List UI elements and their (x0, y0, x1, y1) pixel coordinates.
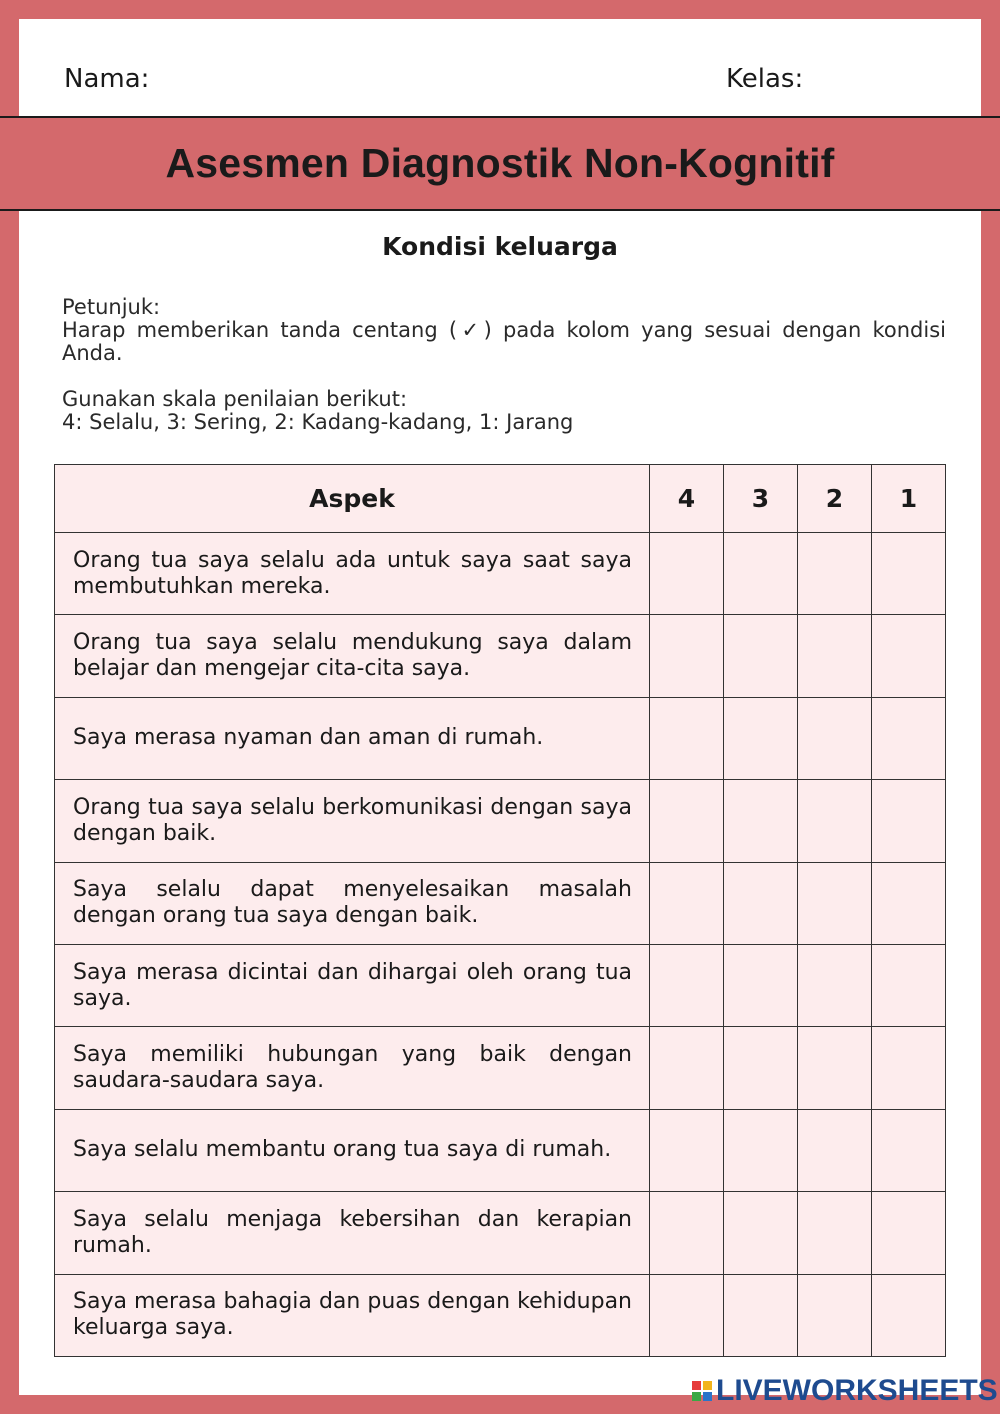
check-cell-4[interactable] (650, 862, 724, 944)
aspek-statement: Saya merasa dicintai dan dihargai oleh orang tua saya. (55, 944, 650, 1026)
check-cell-1[interactable] (872, 944, 946, 1026)
table-row (55, 1274, 946, 1356)
check-cell-3[interactable] (724, 533, 798, 615)
header-aspek: Aspek (55, 465, 650, 533)
table-header-row (55, 465, 946, 533)
logo-text: LIVEWORKSHEETS (716, 1374, 998, 1407)
table-row (55, 1027, 946, 1109)
check-cell-1[interactable] (872, 780, 946, 862)
check-cell-1[interactable] (872, 1274, 946, 1356)
check-cell-3[interactable] (724, 1192, 798, 1274)
aspek-statement: Orang tua saya selalu mendukung saya dalam belajar dan mengejar cita-cita saya. (55, 615, 650, 697)
check-cell-2[interactable] (798, 1274, 872, 1356)
check-cell-2[interactable] (798, 944, 872, 1026)
table-row (55, 862, 946, 944)
table-row (55, 1109, 946, 1191)
check-cell-1[interactable] (872, 697, 946, 779)
check-cell-4[interactable] (650, 697, 724, 779)
table-row (55, 533, 946, 615)
name-label: Nama: (64, 64, 150, 94)
aspek-statement: Saya selalu dapat menyelesaikan masalah dengan orang tua saya dengan baik. (55, 862, 650, 944)
instructions-heading: Petunjuk: (62, 295, 161, 319)
table-row (55, 944, 946, 1026)
check-cell-3[interactable] (724, 944, 798, 1026)
scale-intro: Gunakan skala penilaian berikut: (62, 387, 408, 411)
header-score-1: 1 (872, 465, 946, 533)
scale-values: 4: Selalu, 3: Sering, 2: Kadang-kadang, 1: Jarang (62, 410, 574, 434)
check-cell-3[interactable] (724, 1109, 798, 1191)
check-cell-1[interactable] (872, 533, 946, 615)
aspek-statement: Orang tua saya selalu berkomunikasi dengan saya dengan baik. (55, 780, 650, 862)
check-cell-1[interactable] (872, 615, 946, 697)
check-cell-3[interactable] (724, 1027, 798, 1109)
instructions-block (62, 296, 946, 434)
check-cell-2[interactable] (798, 1027, 872, 1109)
aspek-statement: Saya merasa bahagia dan puas dengan kehidupan keluarga saya. (55, 1274, 650, 1356)
check-cell-1[interactable] (872, 1109, 946, 1191)
check-cell-3[interactable] (724, 1274, 798, 1356)
check-cell-2[interactable] (798, 1109, 872, 1191)
check-cell-3[interactable] (724, 615, 798, 697)
check-cell-4[interactable] (650, 1027, 724, 1109)
liveworksheets-logo (692, 1374, 998, 1408)
aspek-statement: Saya selalu menjaga kebersihan dan kerapian rumah. (55, 1192, 650, 1274)
check-cell-4[interactable] (650, 1109, 724, 1191)
section-subtitle: Kondisi keluarga (382, 232, 618, 261)
table-row (55, 697, 946, 779)
logo-blocks-icon (692, 1381, 712, 1401)
check-cell-4[interactable] (650, 1192, 724, 1274)
check-cell-1[interactable] (872, 1192, 946, 1274)
rating-table (54, 464, 946, 1357)
aspek-statement: Orang tua saya selalu ada untuk saya saat saya membutuhkan mereka. (55, 533, 650, 615)
instructions-text: Harap memberikan tanda centang (✓) pada kolom yang sesuai dengan kondisi Anda. (62, 318, 946, 365)
class-label: Kelas: (726, 64, 804, 94)
check-cell-2[interactable] (798, 862, 872, 944)
check-cell-4[interactable] (650, 944, 724, 1026)
title-banner (0, 116, 1000, 211)
page-title: Asesmen Diagnostik Non-Kognitif (165, 140, 835, 186)
check-cell-2[interactable] (798, 615, 872, 697)
header-score-4: 4 (650, 465, 724, 533)
check-cell-3[interactable] (724, 780, 798, 862)
table-row (55, 780, 946, 862)
check-cell-4[interactable] (650, 780, 724, 862)
check-cell-4[interactable] (650, 533, 724, 615)
table-row (55, 615, 946, 697)
aspek-statement: Saya merasa nyaman dan aman di rumah. (55, 697, 650, 779)
check-cell-4[interactable] (650, 1274, 724, 1356)
check-cell-3[interactable] (724, 862, 798, 944)
table-row (55, 1192, 946, 1274)
check-cell-1[interactable] (872, 1027, 946, 1109)
aspek-statement: Saya memiliki hubungan yang baik dengan saudara-saudara saya. (55, 1027, 650, 1109)
aspek-statement: Saya selalu membantu orang tua saya di rumah. (55, 1109, 650, 1191)
check-cell-3[interactable] (724, 697, 798, 779)
check-cell-2[interactable] (798, 697, 872, 779)
check-cell-2[interactable] (798, 1192, 872, 1274)
check-cell-1[interactable] (872, 862, 946, 944)
check-cell-2[interactable] (798, 780, 872, 862)
header-score-3: 3 (724, 465, 798, 533)
check-cell-2[interactable] (798, 533, 872, 615)
check-cell-4[interactable] (650, 615, 724, 697)
student-info-row (19, 19, 981, 117)
header-score-2: 2 (798, 465, 872, 533)
